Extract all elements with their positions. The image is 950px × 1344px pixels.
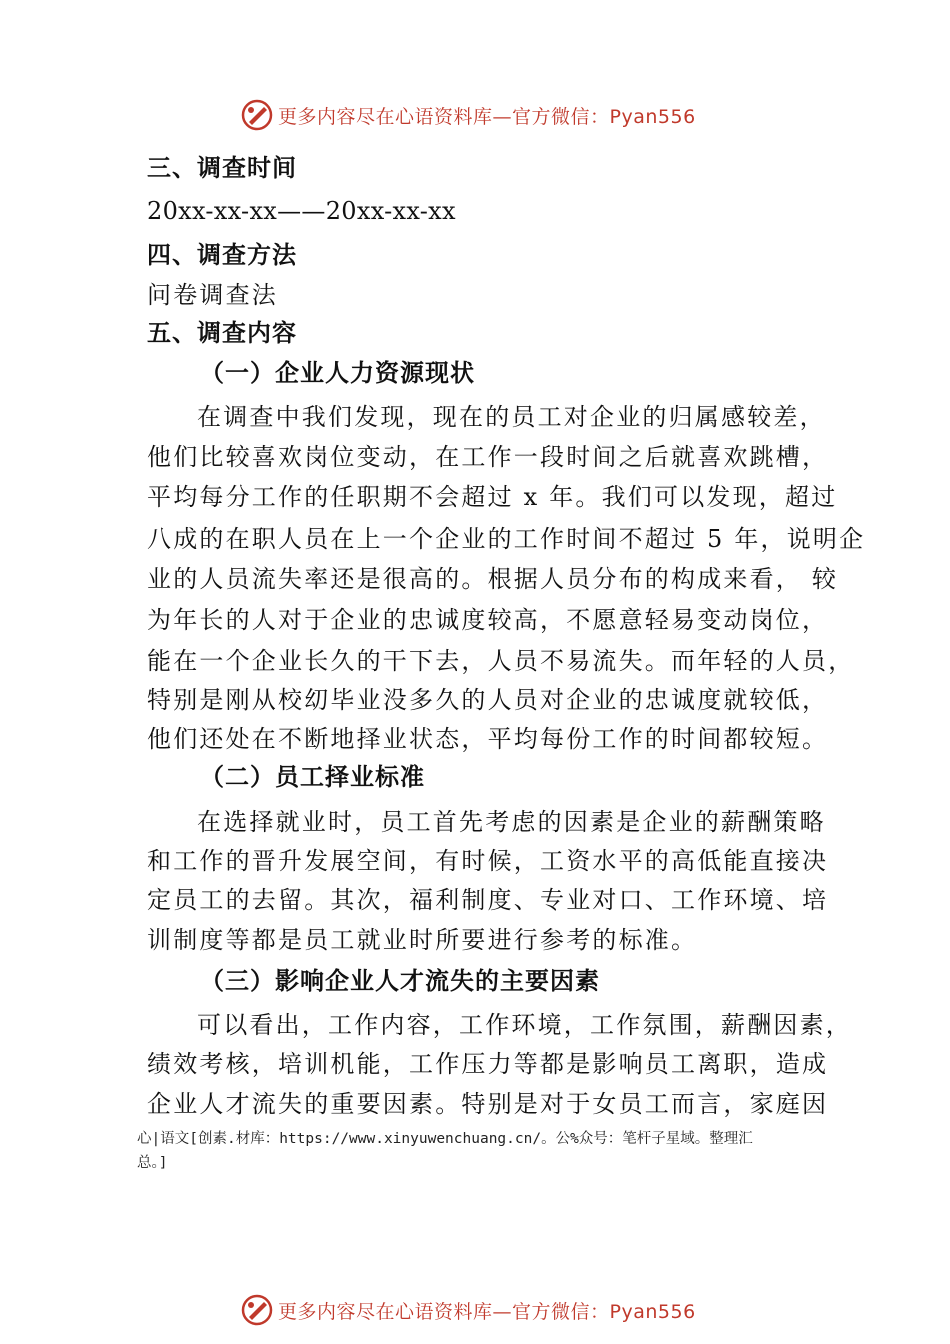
- banner-text: 更多内容尽在心语资料库—官方微信：Pyan556: [278, 1300, 696, 1323]
- paragraph-line: 企业人才流失的重要因素。特别是对于女员工而言，家庭因: [147, 1090, 829, 1118]
- section-title: 四、调查方法: [147, 241, 297, 269]
- section-title: 五、调查内容: [147, 319, 297, 347]
- body-text: 问卷调查法: [147, 281, 278, 309]
- logo-icon: [240, 1293, 274, 1327]
- paragraph-line: 为年长的人对于企业的忠诚度较高，不愿意轻易变动岗位，: [147, 606, 829, 634]
- paragraph-line: 可以看出，工作内容，工作环境，工作氛围，薪酬因素，: [197, 1011, 852, 1039]
- paragraph-line: 绩效考核，培训机能，工作压力等都是影响员工离职，造成: [147, 1050, 829, 1078]
- watermark-banner-top: [240, 95, 740, 135]
- paragraph-line: 在调查中我们发现，现在的员工对企业的归属感较差，: [197, 403, 826, 431]
- paragraph-line: 他们还处在不断地择业状态，平均每份工作的时间都较短。: [147, 725, 829, 753]
- banner-text: 更多内容尽在心语资料库—官方微信：Pyan556: [278, 105, 696, 128]
- paragraph-line: 在选择就业时，员工首先考虑的因素是企业的薪酬策略: [197, 808, 826, 836]
- paragraph-line: 平均每分工作的任职期不会超过 x 年。我们可以发现，超过: [147, 483, 838, 511]
- paragraph-line: 业的人员流失率还是很高的。根据人员分布的构成来看， 较: [147, 565, 839, 593]
- paragraph-line: 特别是刚从校㓜毕业没多久的人员对企业的忠诚度就较低，: [147, 686, 829, 714]
- paragraph-line: 八成的在职人员在上一个企业的工作时间不超过 5 年，说明企: [147, 525, 866, 553]
- subsection-title: （三）影响企业人才流失的主要因素: [200, 967, 600, 995]
- paragraph-line: 他们比较喜欢岗位变动，在工作一段时间之后就喜欢跳槽，: [147, 443, 829, 471]
- subsection-title: （二）员工择业标准: [200, 763, 425, 791]
- paragraph-line: 训制度等都是员工就业时所要进行参考的标准。: [147, 926, 698, 954]
- logo-icon: [240, 98, 274, 132]
- paragraph-line: 和工作的晋升发展空间，有时候，工资水平的高低能直接决: [147, 847, 829, 875]
- paragraph-line: 能在一个企业长久的干下去，人员不易流失。而年轻的人员，: [147, 647, 855, 675]
- footnote-line: 心|语文[创素.材库：https://www.xinyuwenchuang.cn/。公%众号：笔杆子星域。整理汇: [137, 1131, 753, 1147]
- watermark-banner-bottom: [240, 1290, 740, 1330]
- section-title: 三、调查时间: [147, 154, 297, 182]
- footnote-line: 总。]: [137, 1155, 168, 1171]
- subsection-title: （一）企业人力资源现状: [200, 359, 475, 387]
- body-text: 20xx-xx-xx——20xx-xx-xx: [147, 197, 456, 225]
- paragraph-line: 定员工的去留。其次，福利制度、专业对口、工作环境、培: [147, 886, 829, 914]
